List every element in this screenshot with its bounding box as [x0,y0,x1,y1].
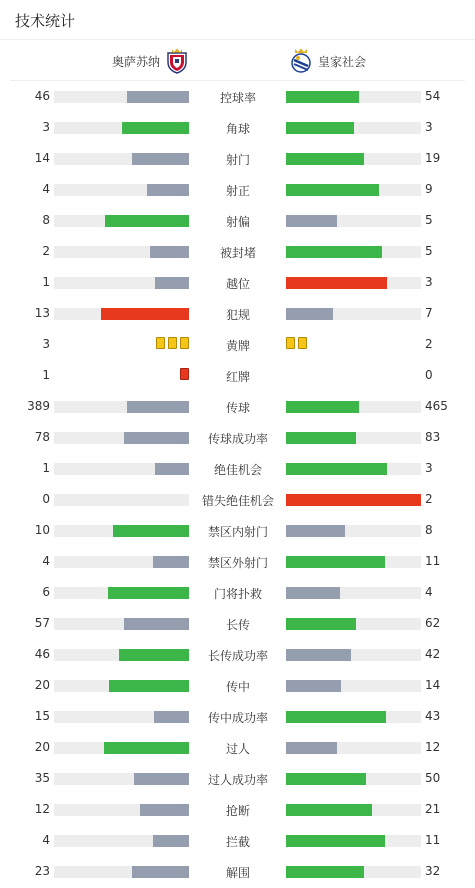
away-stat-bar [286,153,421,165]
stat-row [0,484,475,515]
home-stat-value: 3 [42,337,50,351]
home-stat-bar-fill [154,711,189,723]
stat-row [0,81,475,112]
away-stat-bar [286,215,421,227]
stat-label: 黄牌 [225,339,250,353]
stat-label: 长传 [225,618,250,632]
stat-label: 射偏 [225,215,250,229]
away-stat-value: 2 [425,492,433,506]
away-stat-bar-fill [286,432,356,444]
stat-row [0,205,475,236]
away-stat-value: 42 [425,647,441,661]
stat-label: 传球成功率 [207,432,268,446]
stat-label: 被封堵 [219,246,256,260]
stat-row [0,391,475,422]
yellow-card-icon [180,337,189,349]
away-stat-bar [286,742,421,754]
stat-row [0,360,475,391]
home-stat-bar [54,91,189,103]
away-stat-value: 8 [425,523,433,537]
home-stat-bar [54,711,189,723]
away-stat-value: 43 [425,709,441,723]
home-stat-value: 20 [34,678,50,692]
away-stat-bar [286,556,421,568]
home-stat-value: 57 [34,616,50,630]
away-stat-bar-fill [286,587,340,599]
stat-row [0,143,475,174]
home-stat-bar [54,277,189,289]
home-stat-value: 23 [34,864,50,878]
away-stat-bar-fill [286,866,364,878]
stat-row [0,794,475,825]
away-stat-value: 54 [425,89,441,103]
home-cards [156,337,189,349]
home-stat-bar [54,680,189,692]
away-stat-bar-fill [286,463,387,475]
away-stat-bar-fill [286,308,333,320]
home-stat-bar-fill [153,835,190,847]
home-team-name: 奥萨苏纳 [111,54,160,69]
away-stat-bar [286,804,421,816]
home-stat-bar-fill [147,184,189,196]
stat-label: 门将扑救 [213,587,262,601]
away-stat-bar-fill [286,246,382,258]
away-stat-bar-fill [286,618,356,630]
stat-label: 射门 [225,153,250,167]
away-stat-bar [286,835,421,847]
away-stat-value: 0 [425,368,433,382]
stat-label: 传球 [225,401,250,415]
home-stat-bar-fill [109,680,189,692]
away-stat-bar-fill [286,773,366,785]
away-stat-value: 11 [425,554,441,568]
away-stat-bar [286,525,421,537]
home-stat-value: 78 [34,430,50,444]
stat-label: 过人成功率 [207,773,268,787]
home-stat-value: 13 [34,306,50,320]
stat-label: 控球率 [219,91,256,105]
away-stat-bar-fill [286,556,385,568]
stat-label: 射正 [225,184,250,198]
stat-row [0,763,475,794]
away-stat-value: 62 [425,616,441,630]
away-stat-bar [286,711,421,723]
away-stat-value: 19 [425,151,441,165]
away-stat-bar-fill [286,804,372,816]
stat-row [0,267,475,298]
home-stat-bar [54,494,189,506]
home-team[interactable] [112,48,188,74]
yellow-card-icon [286,337,295,349]
away-stat-bar [286,91,421,103]
home-stat-value: 8 [42,213,50,227]
home-stat-bar-fill [140,804,189,816]
home-stat-value: 3 [42,120,50,134]
home-stat-bar-fill [134,773,189,785]
away-stat-value: 21 [425,802,441,816]
away-stat-bar [286,122,421,134]
stat-label: 长传成功率 [207,649,268,663]
stat-label: 抢断 [225,804,250,818]
away-stat-value: 9 [425,182,433,196]
away-stat-value: 12 [425,740,441,754]
home-stat-bar-fill [113,525,189,537]
stats-list [0,81,475,887]
stat-row [0,422,475,453]
away-stat-bar-fill [286,122,354,134]
away-stat-value: 3 [425,461,433,475]
home-stat-value: 14 [34,151,50,165]
away-stat-value: 4 [425,585,433,599]
stats-header [0,0,475,40]
away-stat-value: 2 [425,337,433,351]
away-stat-value: 3 [425,275,433,289]
away-stat-bar-fill [286,711,386,723]
away-team-name: 皇家社会 [318,54,367,69]
stat-row [0,639,475,670]
red-card-icon [180,368,189,380]
away-stat-bar [286,432,421,444]
home-stat-bar [54,184,189,196]
stat-label: 越位 [225,277,250,291]
stat-row [0,112,475,143]
real-sociedad-crest-icon [290,48,312,74]
home-stat-value: 12 [34,802,50,816]
away-stat-value: 83 [425,430,441,444]
away-stat-value: 465 [425,399,448,413]
away-stat-bar [286,649,421,661]
home-stat-value: 1 [42,275,50,289]
home-stat-bar [54,153,189,165]
away-stat-bar [286,463,421,475]
away-stat-bar-fill [286,277,387,289]
stat-label: 禁区外射门 [207,556,268,570]
stat-row [0,732,475,763]
stat-row [0,174,475,205]
home-stat-bar [54,122,189,134]
away-stat-value: 32 [425,864,441,878]
home-cards [180,368,189,380]
home-stat-bar [54,804,189,816]
away-stat-bar [286,494,421,506]
stat-label: 传中 [225,680,250,694]
home-stat-bar-fill [119,649,189,661]
home-stat-bar [54,866,189,878]
away-stat-value: 7 [425,306,433,320]
home-stat-value: 2 [42,244,50,258]
home-stat-bar-fill [132,153,189,165]
away-stat-bar [286,773,421,785]
away-stat-bar [286,277,421,289]
away-stat-bar-fill [286,184,379,196]
home-stat-bar [54,308,189,320]
stat-row [0,577,475,608]
yellow-card-icon [168,337,177,349]
osasuna-crest-icon [166,48,188,74]
away-team[interactable] [290,48,366,74]
home-stat-bar-fill [124,432,189,444]
home-stat-value: 15 [34,709,50,723]
away-stat-bar [286,308,421,320]
stat-row [0,515,475,546]
page-title: 技术统计 [15,12,76,30]
away-stat-bar [286,246,421,258]
home-stat-bar-fill [153,556,190,568]
away-stat-bar-fill [286,835,385,847]
away-stat-bar-fill [286,680,341,692]
stat-row [0,608,475,639]
stat-row [0,453,475,484]
stat-row [0,546,475,577]
home-stat-bar [54,432,189,444]
home-stat-bar-fill [101,308,189,320]
away-stat-bar [286,680,421,692]
stat-label: 过人 [225,742,250,756]
away-stat-bar-fill [286,153,364,165]
stat-label: 绝佳机会 [213,463,262,477]
stat-label: 禁区内射门 [207,525,268,539]
home-stat-bar-fill [124,618,189,630]
away-stat-value: 50 [425,771,441,785]
home-stat-bar [54,742,189,754]
home-stat-bar-fill [155,463,189,475]
home-stat-bar-fill [150,246,189,258]
away-stat-bar-fill [286,494,421,506]
home-stat-value: 46 [34,647,50,661]
away-stat-bar-fill [286,215,337,227]
home-stat-bar-fill [108,587,189,599]
home-stat-bar-fill [122,122,190,134]
stat-row [0,329,475,360]
stat-label: 错失绝佳机会 [201,494,274,508]
away-stat-value: 5 [425,244,433,258]
stat-row [0,298,475,329]
away-stat-bar-fill [286,401,359,413]
away-stat-bar-fill [286,649,351,661]
home-stat-bar [54,587,189,599]
stat-row [0,670,475,701]
home-stat-bar [54,556,189,568]
home-stat-value: 4 [42,554,50,568]
stat-row [0,856,475,887]
home-stat-value: 1 [42,368,50,382]
away-stat-bar [286,587,421,599]
away-stat-bar-fill [286,742,337,754]
home-stat-value: 46 [34,89,50,103]
home-stat-value: 4 [42,182,50,196]
home-stat-bar [54,401,189,413]
home-stat-bar-fill [132,866,189,878]
stat-label: 传中成功率 [207,711,268,725]
home-stat-bar-fill [155,277,189,289]
home-stat-value: 1 [42,461,50,475]
home-stat-value: 4 [42,833,50,847]
home-stat-bar [54,649,189,661]
away-stat-value: 14 [425,678,441,692]
home-stat-bar-fill [105,215,189,227]
away-stat-bar-fill [286,91,359,103]
home-stat-bar [54,215,189,227]
stat-label: 红牌 [225,370,250,384]
home-stat-value: 20 [34,740,50,754]
away-stat-value: 11 [425,833,441,847]
stat-label: 拦截 [225,835,250,849]
stat-label: 犯规 [225,308,250,322]
away-stat-bar [286,401,421,413]
home-stat-bar [54,773,189,785]
stat-label: 角球 [225,122,250,136]
away-stat-bar-fill [286,525,345,537]
home-stat-value: 6 [42,585,50,599]
home-stat-bar [54,463,189,475]
home-stat-value: 35 [34,771,50,785]
stat-row [0,701,475,732]
teams-bar [10,40,465,81]
home-stat-bar [54,246,189,258]
away-stat-bar [286,618,421,630]
home-stat-value: 10 [34,523,50,537]
home-stat-value: 389 [27,399,50,413]
home-stat-bar [54,618,189,630]
away-stat-value: 3 [425,120,433,134]
home-stat-bar-fill [127,91,189,103]
home-stat-bar-fill [127,401,189,413]
away-cards [286,337,307,349]
home-stat-value: 0 [42,492,50,506]
home-stat-bar [54,835,189,847]
home-stat-bar-fill [104,742,189,754]
stat-row [0,236,475,267]
away-stat-bar [286,184,421,196]
stat-label: 解围 [225,866,250,880]
yellow-card-icon [156,337,165,349]
stat-row [0,825,475,856]
away-stat-value: 5 [425,213,433,227]
home-stat-bar [54,525,189,537]
away-stat-bar [286,866,421,878]
yellow-card-icon [298,337,307,349]
